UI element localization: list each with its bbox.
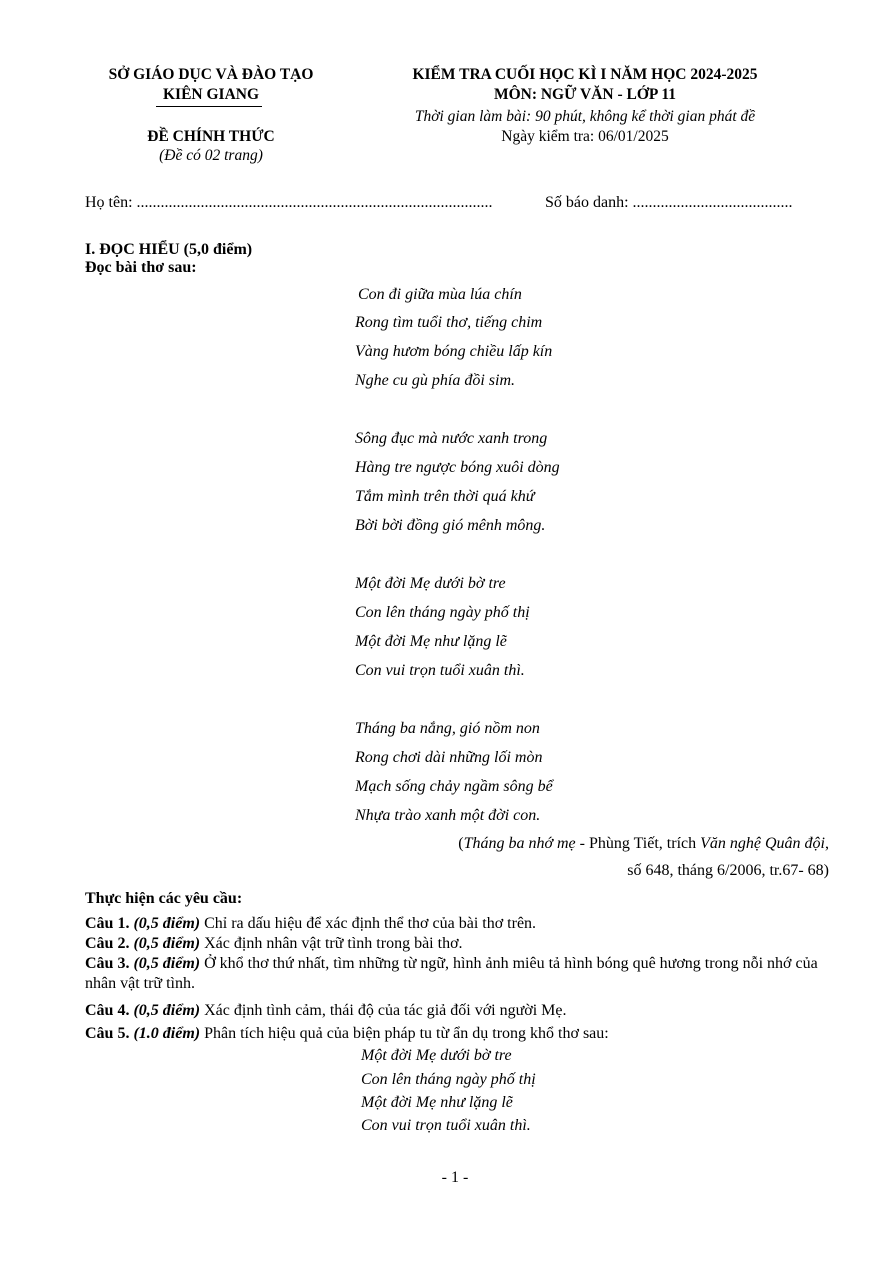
tasks-heading: Thực hiện các yêu cầu: bbox=[85, 890, 243, 907]
poem-line: Tắm mình trên thời quá khứ bbox=[355, 488, 535, 505]
poem-line: Bời bời đồng gió mênh mông. bbox=[355, 517, 546, 534]
excerpt-line: Con lên tháng ngày phố thị bbox=[361, 1071, 536, 1088]
poem-line: Tháng ba nắng, gió nồm non bbox=[355, 720, 540, 737]
question-2: Câu 2. (0,5 điểm) Xác định nhân vật trữ tình trong bài thơ. bbox=[85, 935, 463, 952]
poem-line: Hàng tre ngược bóng xuôi dòng bbox=[355, 459, 560, 476]
header-divider bbox=[156, 106, 262, 107]
poem-line: Nhựa trào xanh một đời con. bbox=[355, 807, 541, 824]
exam-date: Ngày kiểm tra: 06/01/2025 bbox=[501, 128, 669, 145]
poem-line: Con đi giữa mùa lúa chín bbox=[358, 286, 522, 303]
poem-line: Rong chơi dài những lối mòn bbox=[355, 749, 543, 766]
excerpt-line: Một đời Mẹ dưới bờ tre bbox=[361, 1047, 512, 1064]
question-4: Câu 4. (0,5 điểm) Xác định tình cảm, thái độ của tác giả đối với người Mẹ. bbox=[85, 1002, 567, 1019]
province-name: KIÊN GIANG bbox=[162, 86, 260, 103]
department-name: SỞ GIÁO DỤC VÀ ĐÀO TẠO bbox=[108, 66, 314, 83]
candidate-id-field: Số báo danh: ........................................ bbox=[545, 194, 793, 211]
time-note: Thời gian làm bài: 90 phút, không kể thời gian phát đề bbox=[414, 108, 756, 125]
poem-line: Một đời Mẹ như lặng lẽ bbox=[355, 633, 507, 650]
poem-line: Rong tìm tuổi thơ, tiếng chim bbox=[355, 314, 543, 331]
excerpt-line: Con vui trọn tuổi xuân thì. bbox=[361, 1117, 531, 1134]
pages-note: (Đề có 02 trang) bbox=[159, 147, 263, 164]
question-3: Câu 3. (0,5 điểm) Ở khổ thơ thứ nhất, tìm những từ ngữ, hình ảnh miêu tả hình bóng quê hương trong nỗi nhớ của nhân vật trữ tình. bbox=[85, 955, 818, 992]
reading-instruction: Đọc bài thơ sau: bbox=[85, 259, 197, 276]
official-label: ĐỀ CHÍNH THỨC bbox=[147, 128, 275, 145]
poem-line: Sông đục mà nước xanh trong bbox=[355, 430, 548, 447]
section-title: I. ĐỌC HIỂU (5,0 điểm) bbox=[85, 241, 253, 258]
poem-title: Tháng ba nhớ mẹ bbox=[463, 835, 576, 852]
poem-source-issue: số 648, tháng 6/2006, tr.67- 68) bbox=[627, 862, 829, 879]
publication-name: Văn nghệ Quân đội bbox=[700, 835, 825, 852]
poem-line: Con vui trọn tuổi xuân thì. bbox=[355, 662, 525, 679]
question-1: Câu 1. (0,5 điểm) Chỉ ra dấu hiệu để xác định thể thơ của bài thơ trên. bbox=[85, 915, 537, 932]
poem-line: Mạch sống chảy ngầm sông bể bbox=[355, 778, 553, 795]
subject-title: MÔN: NGỮ VĂN - LỚP 11 bbox=[493, 86, 677, 103]
exam-title: KIỂM TRA CUỐI HỌC KÌ I NĂM HỌC 2024-2025 bbox=[412, 66, 758, 83]
poem-source: (Tháng ba nhớ mẹ - Phùng Tiết, trích Văn nghệ Quân đội, bbox=[458, 835, 829, 852]
excerpt-line: Một đời Mẹ như lặng lẽ bbox=[361, 1094, 513, 1111]
page-number: - 1 - bbox=[441, 1169, 469, 1186]
poem-line: Vàng hươm bóng chiều lấp kín bbox=[355, 343, 553, 360]
poem-line: Con lên tháng ngày phố thị bbox=[355, 604, 530, 621]
poem-line: Một đời Mẹ dưới bờ tre bbox=[355, 575, 506, 592]
poem-line: Nghe cu gù phía đồi sim. bbox=[355, 372, 515, 389]
question-5: Câu 5. (1.0 điểm) Phân tích hiệu quả của biện pháp tu từ ẩn dụ trong khổ thơ sau: bbox=[85, 1025, 609, 1042]
candidate-name-field: Họ tên: ......................................................................................... bbox=[85, 194, 493, 211]
